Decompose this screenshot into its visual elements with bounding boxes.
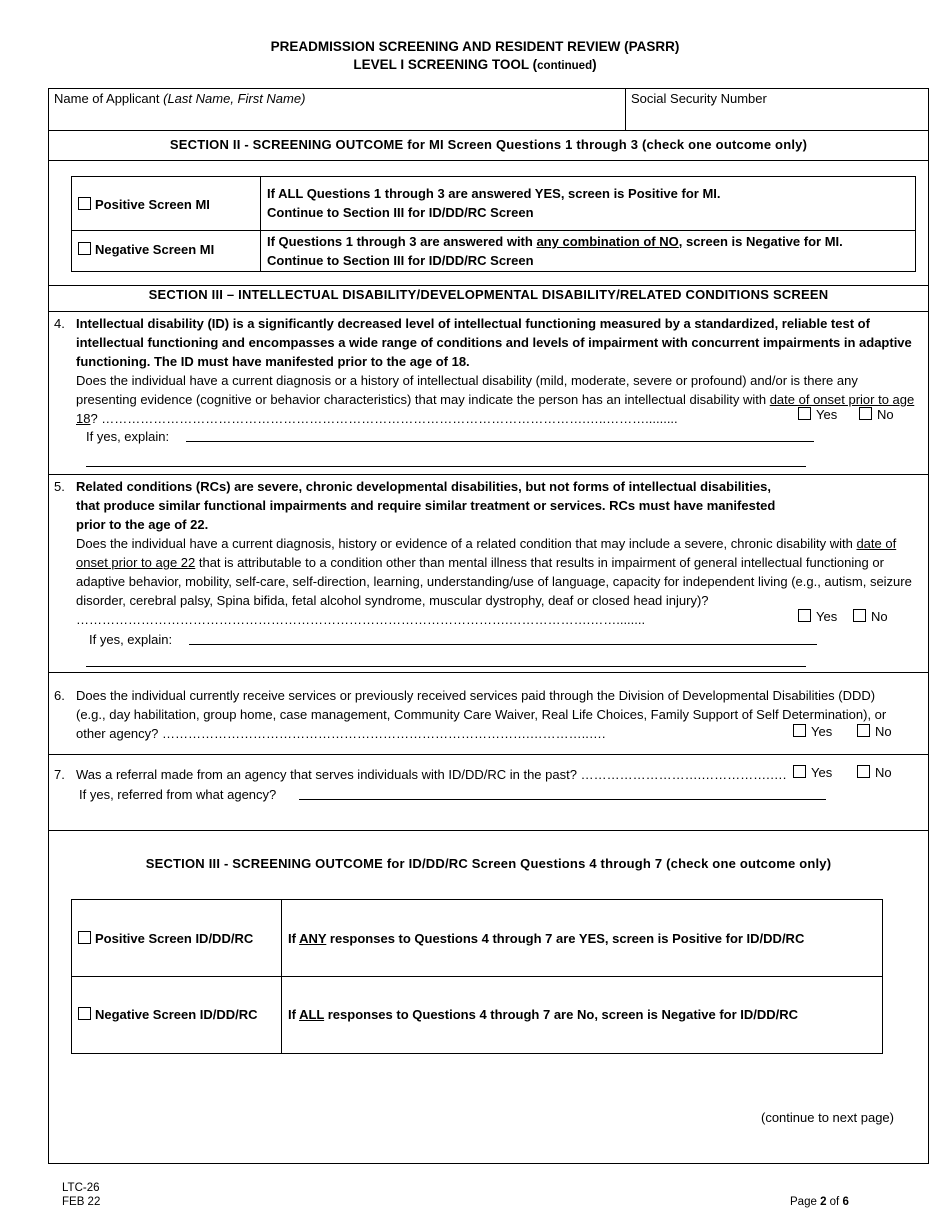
checkbox-icon[interactable] (853, 609, 866, 622)
q7-number: 7. (54, 767, 65, 782)
form-id: LTC-26 (62, 1182, 100, 1194)
q4-explain-label: If yes, explain: (86, 429, 170, 444)
negative-screen-iddrc[interactable]: Negative Screen ID/DD/RC (78, 1005, 258, 1024)
positive-screen-mi[interactable]: Positive Screen MI (78, 195, 210, 214)
checkbox-icon[interactable] (78, 242, 91, 255)
continue-note: (continue to next page) (761, 1110, 894, 1125)
q7-yes[interactable]: Yes (793, 765, 832, 780)
page-title: PREADMISSION SCREENING AND RESIDENT REVIEW (PASRR) (270, 39, 680, 54)
q4-question: Does the individual have a current diagnosis or a history of intellectual disability (mild, moderate, severe or profound) and/or is there any presenting evidence (cognitive or behavior characteristics) that may indicate the person has an intellectual disability with date of onset prior to age 18? ………………………………………………………………………………………………….…..………......... (76, 373, 915, 426)
checkbox-icon[interactable] (78, 1007, 91, 1020)
checkbox-icon[interactable] (798, 407, 811, 420)
positive-screen-iddrc[interactable]: Positive Screen ID/DD/RC (78, 929, 253, 948)
q4-no[interactable]: No (859, 407, 894, 422)
positive-screen-iddrc-text: If ANY responses to Questions 4 through 7 are YES, screen is Positive for ID/DD/RC (288, 931, 805, 946)
q5-no[interactable]: No (853, 609, 888, 624)
q5-definition: Related conditions (RCs) are severe, chronic developmental disabilities, but not forms of intellectual disabilities, that produce similar functional impairments and require similar treatment or services. RCs must have manifested prior to the age of 22. (76, 479, 776, 532)
q7-question: Was a referral made from an agency that serves individuals with ID/DD/RC in the past? ……………………….…………….…. (76, 767, 787, 782)
q7-no[interactable]: No (857, 765, 892, 780)
q6-yes[interactable]: Yes (793, 724, 832, 739)
checkbox-icon[interactable] (793, 724, 806, 737)
page-number: Page 2 of 6 (790, 1196, 849, 1208)
page-subtitle: LEVEL I SCREENING TOOL (continued) (353, 57, 597, 72)
section-3-heading: SECTION III – INTELLECTUAL DISABILITY/DEVELOPMENTAL DISABILITY/RELATED CONDITIONS SCREEN (148, 287, 829, 302)
checkbox-icon[interactable] (857, 765, 870, 778)
q5-question: Does the individual have a current diagnosis, history or evidence of a related condition that may include a severe, chronic disability with date of onset prior to age 22 that is attributable to a condition other than mental illness that results in impairment of general intellectual functioning or adaptive behavior, mobility, self-care, self-direction, learning, understanding/use of language, capacity for independent living (e.g., autism, seizure disorder, cerebral palsy, Spina bifida, fetal alcohol syndrome, muscular dystrophy, deaf or closed head injury)? ……………………………………………………………………………………….……………….……........ (76, 536, 912, 627)
q7-referral-label: If yes, referred from what agency? (79, 787, 277, 802)
form-frame (48, 88, 929, 1164)
q5-number: 5. (54, 479, 65, 494)
q7-referral-field[interactable] (299, 799, 826, 800)
q4-number: 4. (54, 316, 65, 331)
applicant-name-label: Name of Applicant (Last Name, First Name) (54, 91, 306, 106)
q4-yes[interactable]: Yes (798, 407, 837, 422)
q6-no[interactable]: No (857, 724, 892, 739)
q4-explain-field-2[interactable] (86, 466, 806, 467)
negative-screen-mi-text: If Questions 1 through 3 are answered with any combination of NO, screen is Negative for MI. Continue to Section III for ID/DD/RC Screen (267, 234, 843, 268)
checkbox-icon[interactable] (859, 407, 872, 420)
positive-screen-mi-text: If ALL Questions 1 through 3 are answered YES, screen is Positive for MI. Continue to Section III for ID/DD/RC Screen (267, 186, 721, 220)
checkbox-icon[interactable] (78, 197, 91, 210)
q5-explain-field[interactable] (189, 644, 817, 645)
checkbox-icon[interactable] (857, 724, 870, 737)
section-3-outcome-heading: SECTION III - SCREENING OUTCOME for ID/DD/RC Screen Questions 4 through 7 (check one outcome only) (145, 856, 832, 871)
section-2-outcome-table (71, 176, 916, 272)
q4-explain-field[interactable] (186, 441, 814, 442)
q5-explain-label: If yes, explain: (89, 632, 173, 647)
section-3-outcome-table (71, 899, 883, 1054)
ssn-label: Social Security Number (631, 91, 767, 106)
q4-definition: Intellectual disability (ID) is a significantly decreased level of intellectual functioning measured by a standardized, reliable test of intellectual functioning and encompasses a wide range of conditions and levels of impairment with concurrent impairments in adaptive functioning. The ID must have manifested prior to the age of 18. (76, 316, 912, 369)
negative-screen-mi[interactable]: Negative Screen MI (78, 240, 214, 259)
negative-screen-iddrc-text: If ALL responses to Questions 4 through 7 are No, screen is Negative for ID/DD/RC (288, 1007, 799, 1022)
form-date: FEB 22 (62, 1196, 101, 1208)
q5-yes[interactable]: Yes (798, 609, 837, 624)
q5-explain-field-2[interactable] (86, 666, 806, 667)
section-2-heading: SECTION II - SCREENING OUTCOME for MI Screen Questions 1 through 3 (check one outcome only) (169, 137, 808, 152)
checkbox-icon[interactable] (78, 931, 91, 944)
checkbox-icon[interactable] (793, 765, 806, 778)
q6-number: 6. (54, 688, 65, 703)
checkbox-icon[interactable] (798, 609, 811, 622)
q6-question: Does the individual currently receive services or previously received services paid through the Division of Developmental Disabilities (DDD) (e.g., day habilitation, group home, case management, Community Care Waiver, Real Life Choices, Family Support of Self Determination), or other agency? ………………………………………………………………………….…………..…. (76, 688, 887, 741)
